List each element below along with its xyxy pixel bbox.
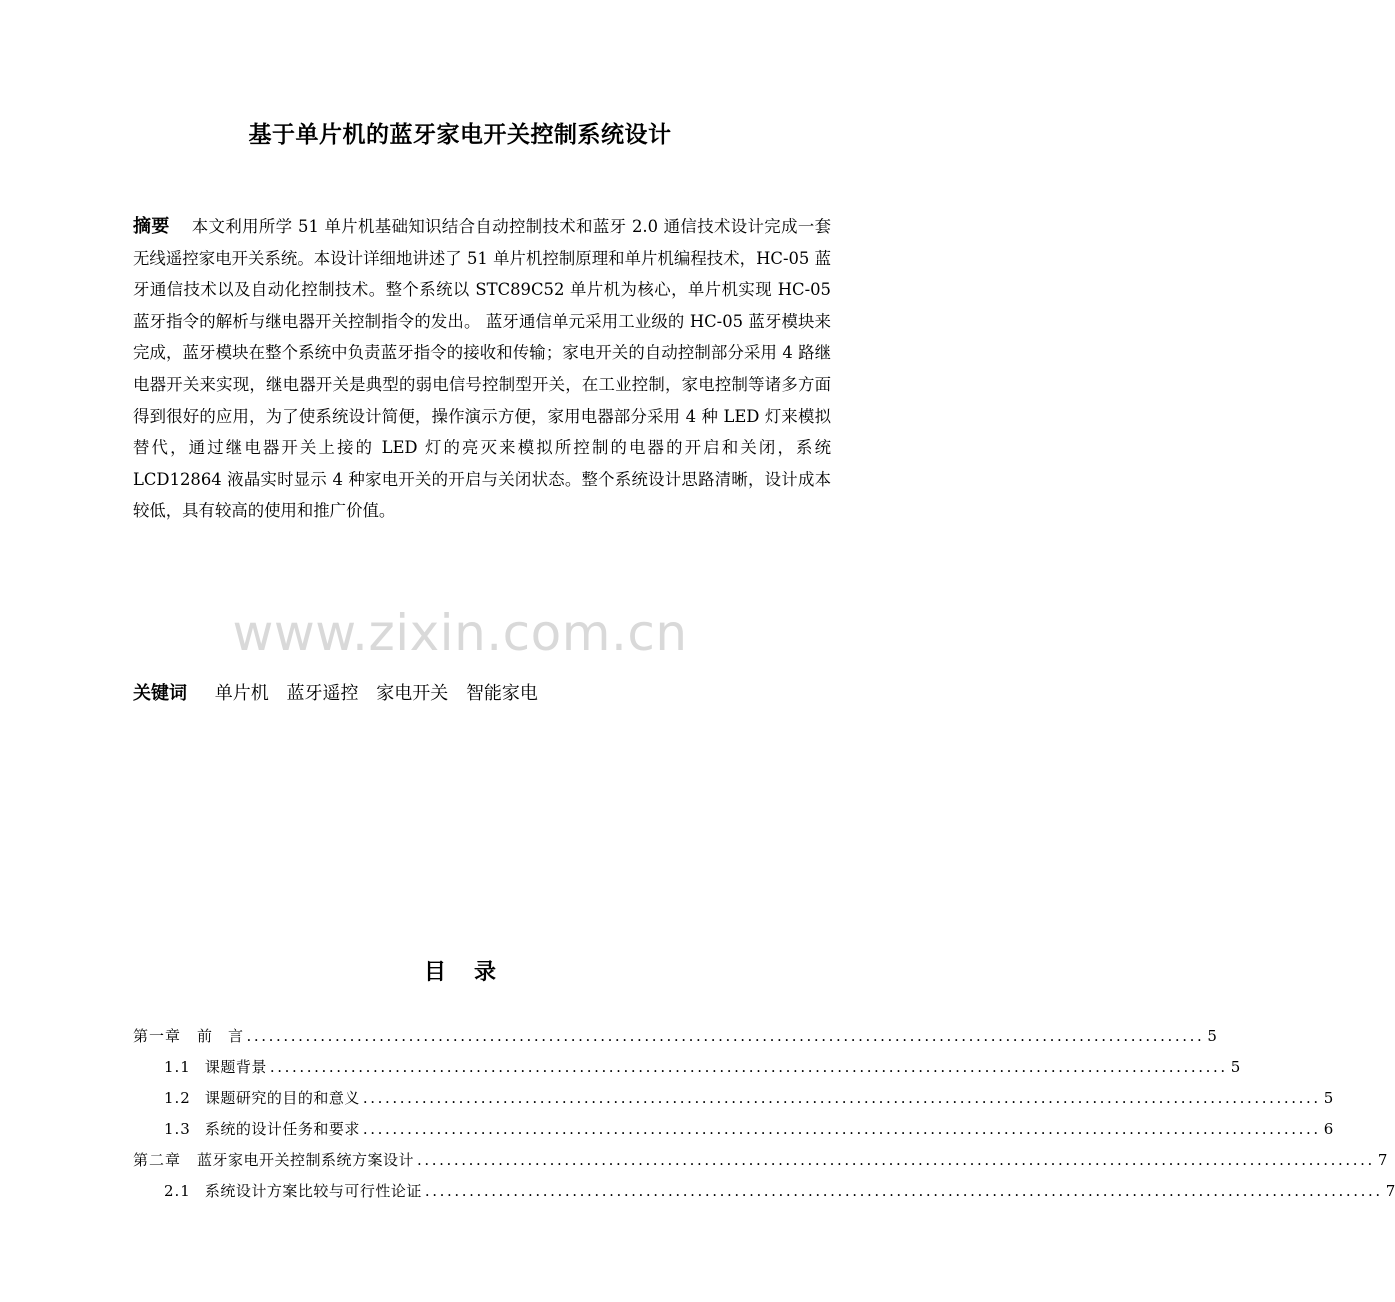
keywords-label: 关键词	[133, 683, 187, 704]
table-of-contents	[133, 1021, 1395, 1207]
toc-entry-title: 系统的设计任务和要求	[204, 1120, 360, 1138]
abstract-body: 本文利用所学 51 单片机基础知识结合自动控制技术和蓝牙 2.0 通信技术设计完成一套无线遥控家电开关系统。本设计详细地讲述了 51 单片机控制原理和单片机编程技术，HC-05 蓝牙通信技术以及自动化控制技术。整个系统以 STC89C52 单片机为核心，单片机实现 HC-05 蓝牙指令的解析与继电器开关控制指令的发出。 蓝牙通信单元采用工业级的 HC-05 蓝牙模块来完成，蓝牙模块在整个系统中负责蓝牙指令的接收和传输；家电开关的自动控制部分采用 4 路继电器开关来实现，继电器开关是典型的弱电信号控制型开关，在工业控制，家电控制等诸多方面得到很好的应用，为了使系统设计简便，操作演示方便，家用电器部分采用 4 种 LED 灯来模拟替代，通过继电器开关上接的 LED 灯的亮灭来模拟所控制的电器的开启和关闭，系统 LCD12864 液晶实时显示 4 种家电开关的开启与关闭状态。整个系统设计思路清晰，设计成本较低，具有较高的使用和推广价值。	[133, 217, 832, 521]
keyword-item: 单片机	[214, 683, 269, 704]
toc-entry-page: 6	[1323, 1120, 1334, 1138]
keywords-section	[133, 680, 550, 708]
toc-leader-dots: ..................................................................................................................................	[424, 1182, 1383, 1200]
toc-entry-title: 课题研究的目的和意义	[204, 1089, 360, 1107]
toc-leader-dots: ..................................................................................................................................	[246, 1027, 1205, 1045]
toc-title: 目录	[423, 960, 524, 985]
toc-entry-page: 5	[1323, 1089, 1334, 1107]
toc-leader-dots: ..................................................................................................................................	[362, 1089, 1321, 1107]
toc-entry[interactable]	[133, 1083, 1334, 1114]
toc-entry-page: 7	[1377, 1151, 1388, 1169]
toc-entry-page: 7	[1385, 1182, 1395, 1200]
abstract-label: 摘要	[133, 216, 170, 237]
toc-entry-title: 课题背景	[204, 1058, 267, 1076]
keyword-item: 智能家电	[465, 683, 538, 704]
toc-entry-title: 前 言	[197, 1027, 244, 1045]
toc-entry-number: 第一章	[133, 1027, 182, 1045]
toc-entry-title: 系统设计方案比较与可行性论证	[204, 1182, 422, 1200]
toc-entry-number: 1.2	[164, 1089, 191, 1107]
toc-entry[interactable]	[133, 1176, 1395, 1207]
toc-leader-dots: ..................................................................................................................................	[269, 1058, 1228, 1076]
toc-entry-number: 2.1	[164, 1182, 191, 1200]
watermark: www.zixin.com.cn	[232, 604, 688, 662]
toc-leader-dots: ..................................................................................................................................	[417, 1151, 1375, 1169]
toc-entry[interactable]	[133, 1145, 1388, 1176]
toc-leader-dots: ..................................................................................................................................	[362, 1120, 1321, 1138]
document-title: 基于单片机的蓝牙家电开关控制系统设计	[248, 122, 672, 148]
toc-entry[interactable]	[133, 1114, 1334, 1145]
toc-entry-number: 1.3	[164, 1120, 191, 1138]
keyword-item: 家电开关	[376, 683, 449, 704]
abstract-section	[133, 211, 831, 527]
toc-entry-number: 1.1	[164, 1058, 191, 1076]
toc-entry[interactable]	[133, 1052, 1241, 1083]
toc-entry-title: 蓝牙家电开关控制系统方案设计	[197, 1151, 415, 1169]
keyword-item: 蓝牙遥控	[286, 683, 359, 704]
toc-entry-page: 5	[1207, 1027, 1217, 1045]
toc-entry-number: 第二章	[133, 1151, 182, 1169]
toc-entry[interactable]	[133, 1021, 1217, 1052]
toc-entry-page: 5	[1230, 1058, 1241, 1076]
